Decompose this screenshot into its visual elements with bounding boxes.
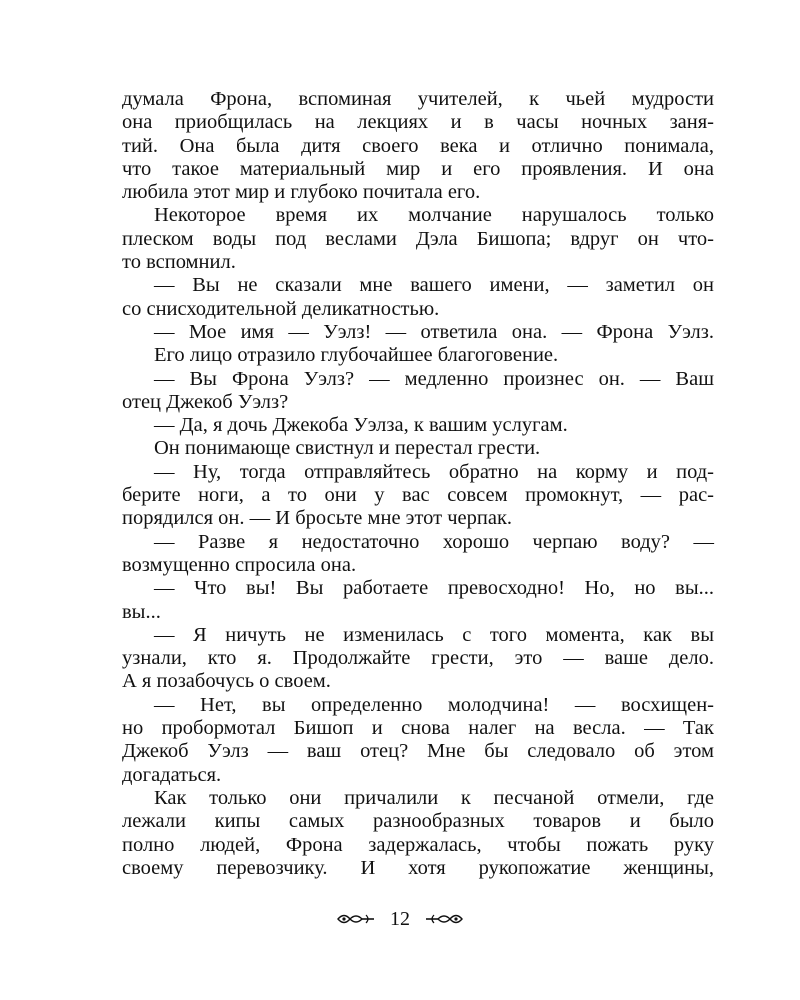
text-line: Некоторое время их молчание нарушалось только xyxy=(154,204,714,227)
text-line: думала Фрона, вспоминая учителей, к чьей мудрости xyxy=(122,88,714,110)
text-line: возмущенно спросила она. xyxy=(122,553,357,576)
page-body xyxy=(122,88,714,880)
text-line: со снисходительной деликатностью. xyxy=(122,297,440,320)
text-line: Он понимающе свистнул и перестал грести. xyxy=(154,437,541,460)
text-line: узнали, кто я. Продолжайте грести, это — ваше дело. xyxy=(122,647,714,670)
text-line: — Вы не сказали мне вашего имени, — заметил он xyxy=(154,274,714,297)
text-line: вы... xyxy=(122,600,161,623)
text-line: что такое материальный мир и его проявления. И она xyxy=(122,157,714,180)
text-line: — Мое имя — Уэлз! — ответила она. — Фрона Уэлз. xyxy=(154,320,714,343)
text-line: — Разве я недостаточно хорошо черпаю воду? — xyxy=(154,530,714,553)
page-footer xyxy=(0,904,800,934)
text-line: она приобщилась на лекциях и в часы ночных заня- xyxy=(122,111,714,134)
text-line: — Что вы! Вы работаете превосходно! Но, но вы... xyxy=(154,577,714,600)
text-line: своему перевозчику. И хотя рукопожатие женщины, xyxy=(122,856,714,879)
text-line: — Ну, тогда отправляйтесь обратно на корму и под- xyxy=(154,460,714,483)
text-line: берите ноги, а то они у вас совсем промокнут, — рас- xyxy=(122,484,714,507)
ornament-right-icon xyxy=(424,910,464,928)
text-line: то вспомнил. xyxy=(122,251,236,274)
text-line: — Да, я дочь Джекоба Уэлза, к вашим услугам. xyxy=(154,414,568,437)
text-line: плеском воды под веслами Дэла Бишопа; вдруг он что- xyxy=(122,227,714,250)
text-line: Его лицо отразило глубочайшее благоговение. xyxy=(154,344,559,367)
text-line: отец Джекоб Уэлз? xyxy=(122,390,289,413)
text-line: — Вы Фрона Уэлз? — медленно произнес он. — Ваш xyxy=(154,367,714,390)
page-number: 12 xyxy=(390,907,410,930)
text-line: Как только они причалили к песчаной отмели, где xyxy=(154,786,714,809)
text-line: — Я ничуть не изменилась с того момента, как вы xyxy=(154,623,714,646)
text-line: порядился он. — И бросьте мне этот черпак. xyxy=(122,507,513,530)
text-line: А я позабочусь о своем. xyxy=(122,670,331,693)
text-line: тий. Она была дитя своего века и отлично понимала, xyxy=(122,134,714,157)
text-line: полно людей, Фрона задержалась, чтобы пожать руку xyxy=(122,833,714,856)
text-line: — Нет, вы определенно молодчина! — восхищен- xyxy=(154,693,714,716)
text-line: догадаться. xyxy=(122,763,222,786)
text-line: но пробормотал Бишоп и снова налег на весла. — Так xyxy=(122,717,714,740)
text-line: лежали кипы самых разнообразных товаров и было xyxy=(122,810,714,833)
ornament-left-icon xyxy=(336,910,376,928)
text-line: Джекоб Уэлз — ваш отец? Мне бы следовало об этом xyxy=(122,740,714,763)
text-line: любила этот мир и глубоко почитала его. xyxy=(122,181,481,204)
